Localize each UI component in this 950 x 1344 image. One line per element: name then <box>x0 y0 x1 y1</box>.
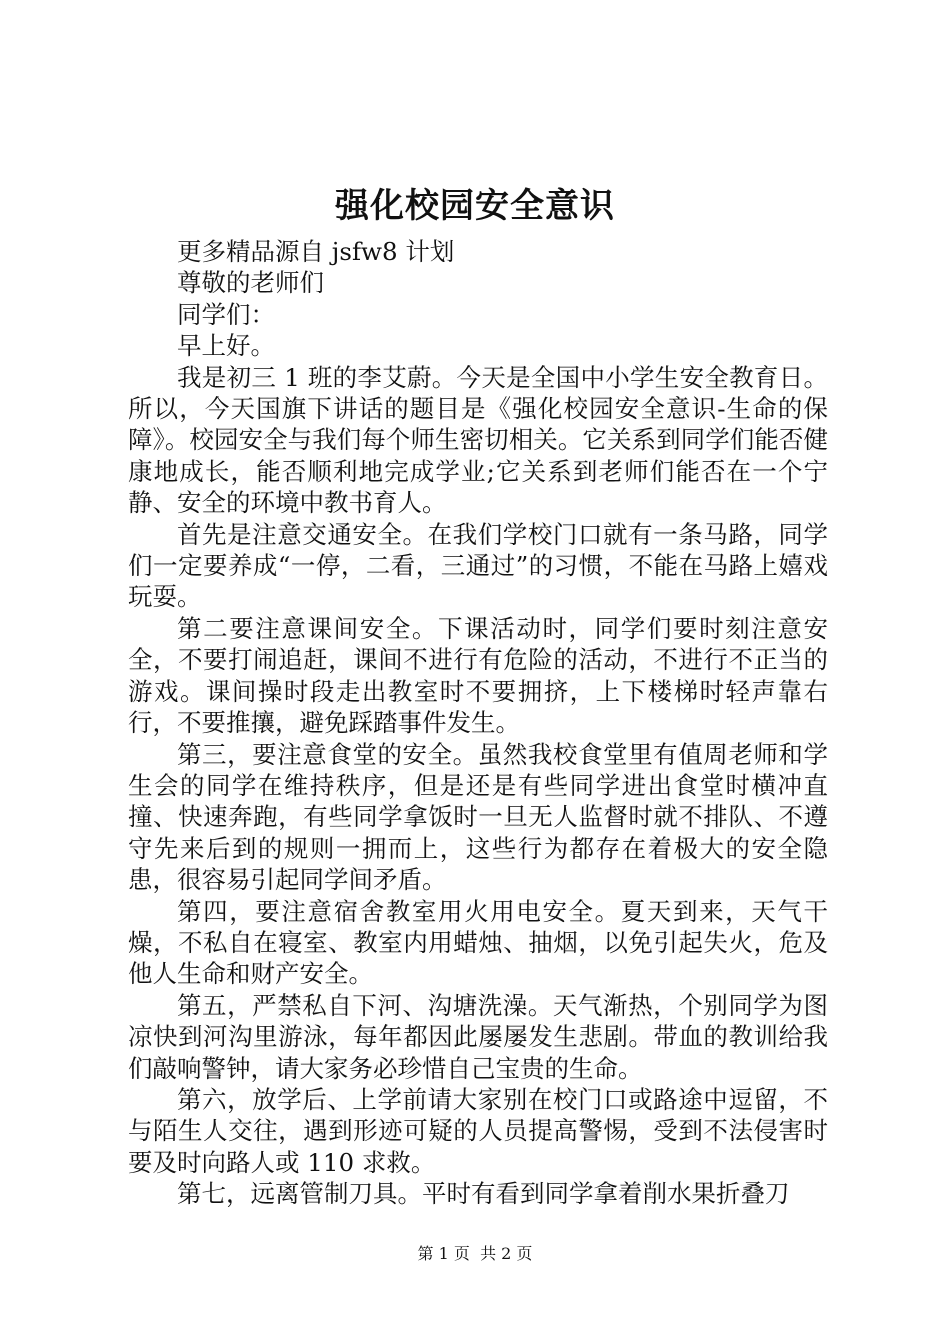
source-note: 更多精品源自 jsfw8 计划 <box>177 237 455 266</box>
paragraph-canteen-safety: 第三，要注意食堂的安全。虽然我校食堂里有值周老师和学生会的同学在维持秩序，但是还是有些同学进出食堂时横冲直撞、快速奔跑，有些同学拿饭时一旦无人监督时就不排队、不遵守先来后到的规则一拥而上，这些行为都存在着极大的安全隐患，很容易引起同学间矛盾。 <box>128 739 828 895</box>
salutation-teachers: 尊敬的老师们 <box>177 268 324 298</box>
paragraph-break-safety: 第二要注意课间安全。下课活动时，同学们要时刻注意安全，不要打闹追赶，课间不进行有危险的活动，不进行不正当的游戏。课间操时段走出教室时不要拥挤，上下楼梯时轻声靠右行，不要推攘，避免踩踏事件发生。 <box>128 613 828 738</box>
paragraph-intro: 我是初三 1 班的李艾蔚。今天是全国中小学生安全教育日。所以，今天国旗下讲话的题目是《强化校园安全意识-生命的保障》。校园安全与我们每个师生密切相关。它关系到同学们能否健康地成长，能否顺利地完成学业;它关系到老师们能否在一个宁静、安全的环境中教书育人。 <box>128 362 828 518</box>
page-number-footer: 第 1 页 共 2 页 <box>417 1244 533 1263</box>
paragraph-stranger-safety: 第六，放学后、上学前请大家别在校门口或路途中逗留，不与陌生人交往，遇到形迹可疑的人员提高警惕，受到不法侵害时要及时向路人或 110 求救。 <box>128 1084 828 1177</box>
salutation-students: 同学们： <box>177 299 275 329</box>
greeting: 早上好。 <box>177 331 275 361</box>
paragraph-swimming-safety: 第五，严禁私自下河、沟塘洗澡。天气渐热，个别同学为图凉快到河沟里游泳，每年都因此屡屡发生悲剧。带血的教训给我们敲响警钟，请大家务必珍惜自己宝贵的生命。 <box>128 990 828 1083</box>
document-title: 强化校园安全意识 <box>335 186 615 226</box>
document-body <box>128 236 828 1210</box>
paragraph-dorm-fire-safety: 第四，要注意宿舍教室用火用电安全。夏天到来，天气干燥，不私自在寝室、教室内用蜡烛、抽烟，以免引起失火，危及他人生命和财产安全。 <box>128 896 828 989</box>
paragraph-traffic-safety: 首先是注意交通安全。在我们学校门口就有一条马路，同学们一定要养成“一停，二看，三通过”的习惯，不能在马路上嬉戏玩耍。 <box>128 519 828 612</box>
paragraph-knife-safety: 第七，远离管制刀具。平时有看到同学拿着削水果折叠刀 <box>177 1179 790 1209</box>
